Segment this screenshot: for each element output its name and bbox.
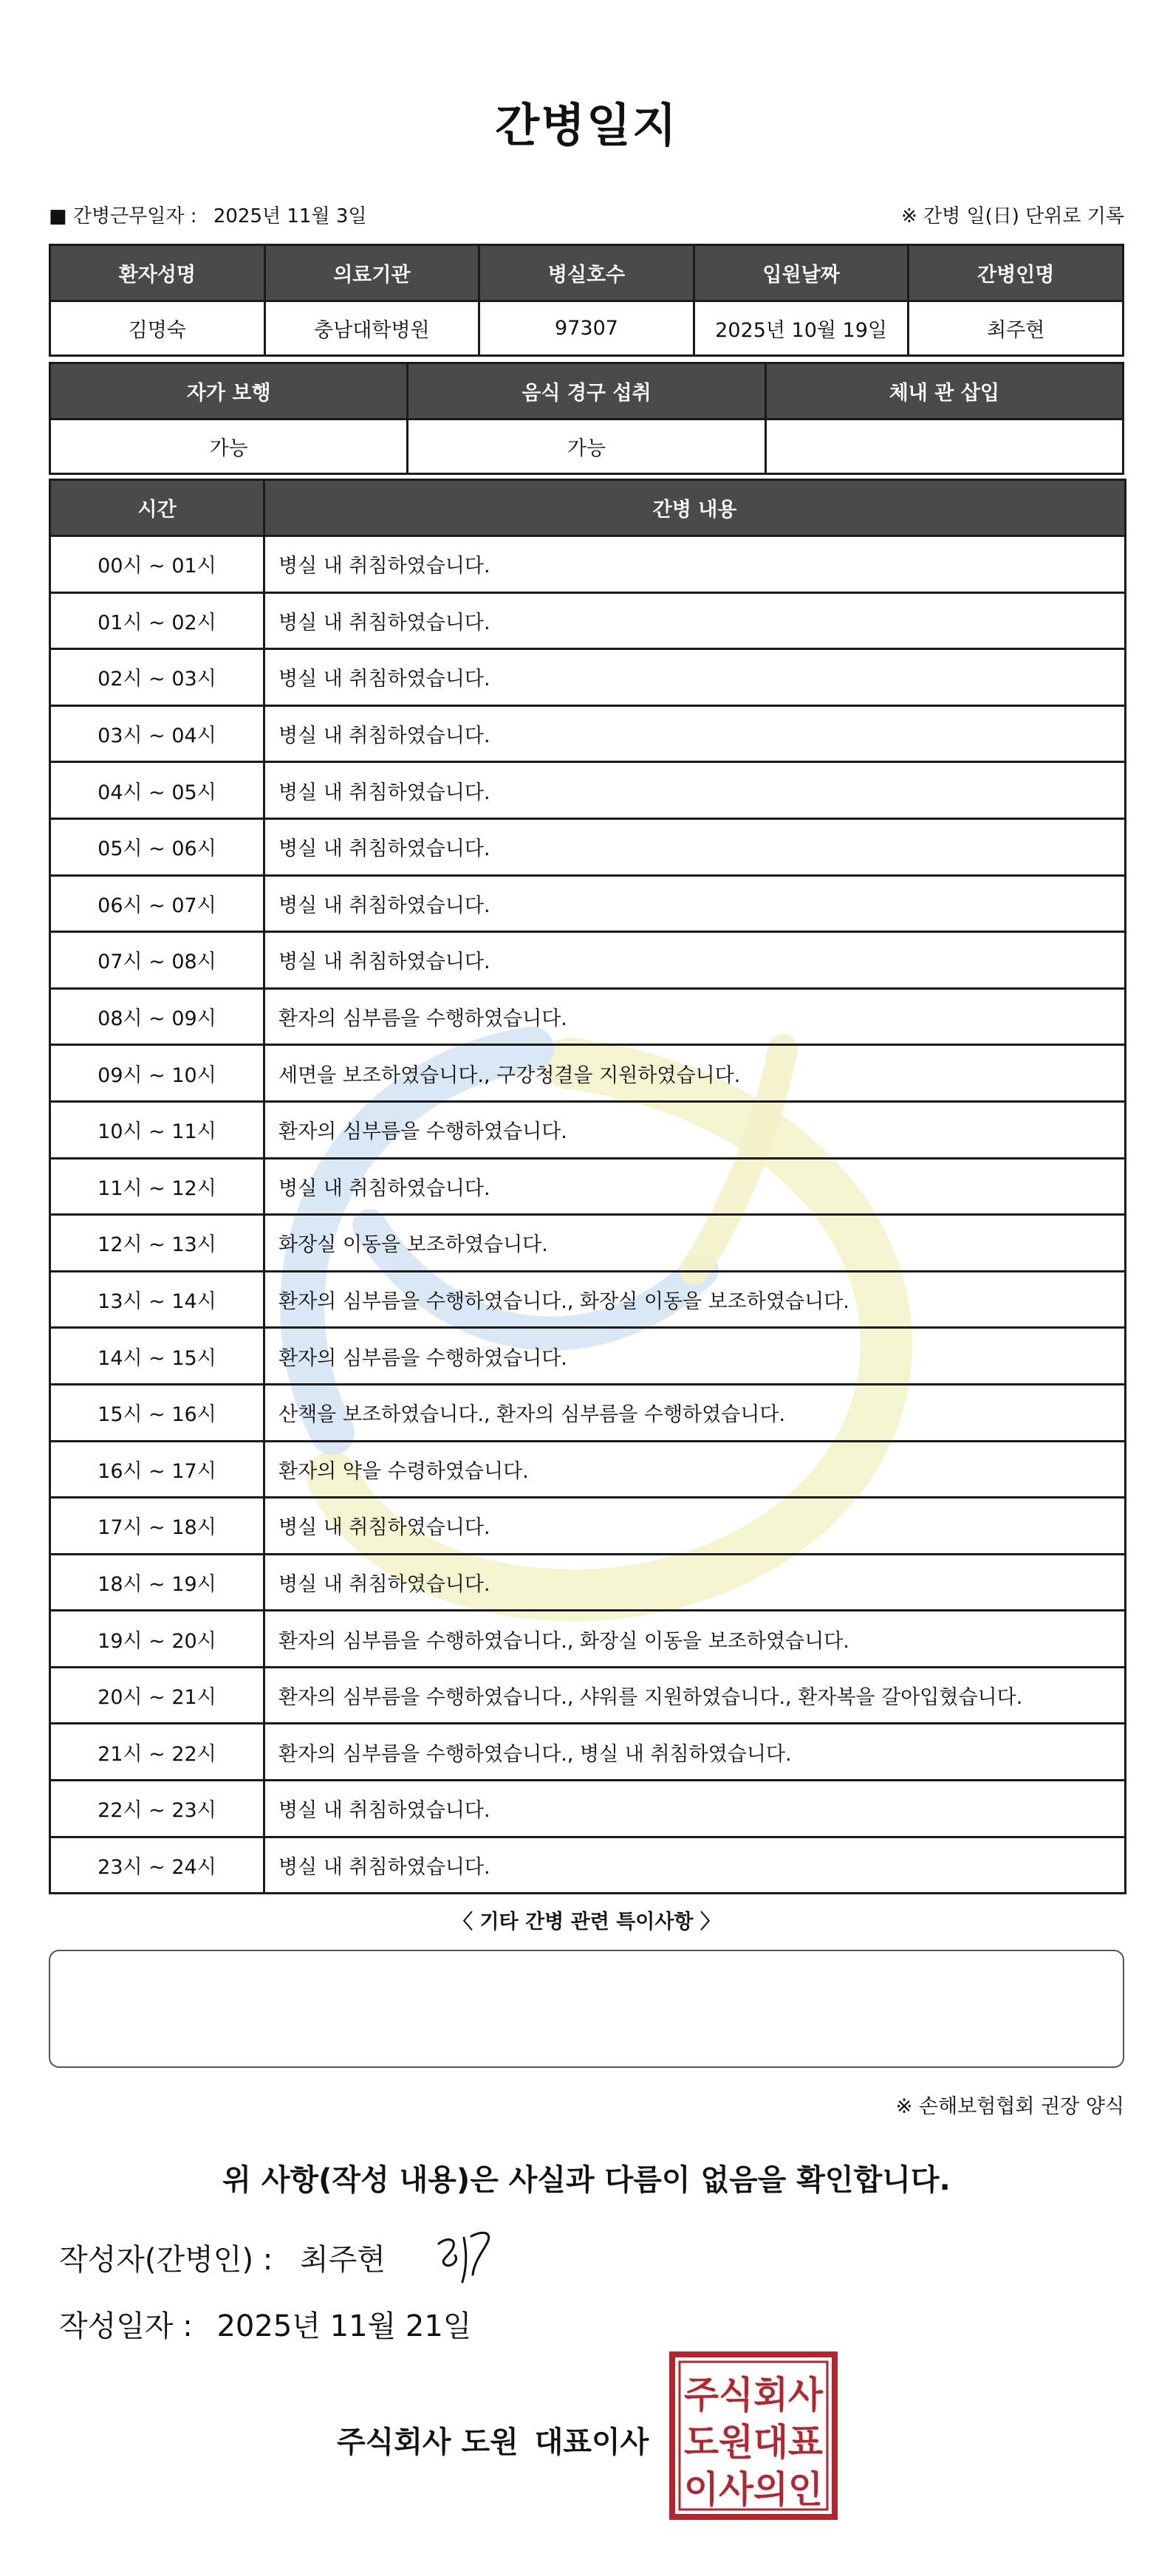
care-log-row	[50, 1101, 1126, 1158]
care-log-time: 02시 ~ 03시	[50, 649, 264, 706]
header-time: 시간	[50, 480, 264, 536]
care-log-time: 05시 ~ 06시	[50, 818, 264, 875]
care-log-row	[50, 1045, 1126, 1102]
header-caregiver-name: 간병인명	[909, 245, 1124, 301]
care-log-content: 환자의 심부름을 수행하였습니다.	[264, 1328, 1126, 1385]
care-log-row	[50, 1837, 1126, 1894]
care-log-row	[50, 536, 1126, 593]
care-log-content: 환자의 약을 수령하였습니다.	[264, 1441, 1126, 1498]
care-log-content: 화장실 이동을 보조하였습니다.	[264, 1215, 1126, 1272]
remarks-box	[49, 1950, 1124, 2068]
care-log-time: 18시 ~ 19시	[50, 1554, 264, 1611]
care-log-row	[50, 762, 1126, 819]
care-log-content: 병실 내 취침하였습니다.	[264, 1498, 1126, 1555]
care-log-row	[50, 818, 1126, 875]
seal-line-2: 도원대표	[684, 2421, 824, 2464]
care-log-content: 병실 내 취침하였습니다.	[264, 1554, 1126, 1611]
care-log-row	[50, 1215, 1126, 1272]
caregiver-name: 최주현	[909, 301, 1124, 356]
work-date-value: 2025년 11월 3일	[213, 205, 367, 227]
written-date: 2025년 11월 21일	[216, 2309, 472, 2343]
care-log-content: 산책을 보조하였습니다., 환자의 심부름을 수행하였습니다.	[264, 1384, 1126, 1441]
care-log-time: 14시 ~ 15시	[50, 1328, 264, 1385]
signature	[425, 2223, 507, 2289]
care-log-row	[50, 592, 1126, 649]
care-log-row	[50, 1724, 1126, 1781]
care-log-time: 06시 ~ 07시	[50, 875, 264, 932]
care-log-time: 01시 ~ 02시	[50, 592, 264, 649]
care-log-row	[50, 1611, 1126, 1668]
patient-info-table	[49, 244, 1124, 357]
patient-info-header-row	[50, 245, 1124, 301]
care-log-time: 00시 ~ 01시	[50, 536, 264, 593]
care-log-row	[50, 1498, 1126, 1555]
care-log-time: 12시 ~ 13시	[50, 1215, 264, 1272]
unit-note: ※ 간병 일(日) 단위로 기록	[900, 205, 1124, 227]
care-log-row	[50, 1384, 1126, 1441]
ability-header-row	[50, 363, 1124, 419]
care-log-time: 04시 ~ 05시	[50, 762, 264, 819]
written-date-label: 작성일자 :	[59, 2309, 193, 2343]
written-date-line	[59, 2303, 471, 2345]
care-log-time: 21시 ~ 22시	[50, 1724, 264, 1781]
writer-label: 작성자(간병인) :	[59, 2243, 273, 2277]
association-note: ※ 손해보험협회 권장 양식	[895, 2095, 1124, 2118]
work-date	[49, 201, 367, 228]
meta-row	[49, 201, 1124, 230]
care-log-time: 03시 ~ 04시	[50, 705, 264, 762]
care-log-content: 병실 내 취침하였습니다.	[264, 592, 1126, 649]
company-title: 대표이사	[534, 2425, 649, 2459]
seal-line-1: 주식회사	[684, 2374, 824, 2416]
care-log-content: 환자의 심부름을 수행하였습니다.	[264, 1101, 1126, 1158]
care-log-header-row	[50, 480, 1126, 536]
care-log-row	[50, 705, 1126, 762]
header-self-walking: 자가 보행	[50, 363, 408, 419]
care-log-time: 17시 ~ 18시	[50, 1498, 264, 1555]
header-care-content: 간병 내용	[264, 480, 1126, 536]
care-log-row	[50, 1271, 1126, 1328]
care-log-content: 병실 내 취침하였습니다.	[264, 536, 1126, 593]
care-log-content: 병실 내 취침하였습니다.	[264, 762, 1126, 819]
work-date-label: ■ 간병근무일자 :	[49, 205, 197, 227]
ability-value-row	[50, 419, 1124, 474]
care-log-content: 병실 내 취침하였습니다.	[264, 1781, 1126, 1837]
page-title: 간병일지	[495, 98, 678, 152]
care-log-row	[50, 875, 1126, 932]
header-admission-date: 입원날짜	[694, 245, 909, 301]
header-room-number: 병실호수	[479, 245, 694, 301]
care-log-time: 20시 ~ 21시	[50, 1667, 264, 1724]
care-log-row	[50, 932, 1126, 989]
care-log-content: 환자의 심부름을 수행하였습니다., 화장실 이동을 보조하였습니다.	[264, 1271, 1126, 1328]
patient-name: 김명숙	[50, 301, 265, 356]
patient-info-value-row	[50, 301, 1124, 356]
care-log-content: 병실 내 취침하였습니다.	[264, 1837, 1126, 1894]
header-oral-intake: 음식 경구 섭취	[408, 363, 765, 419]
care-log-row	[50, 649, 1126, 706]
care-log-content: 환자의 심부름을 수행하였습니다., 병실 내 취침하였습니다.	[264, 1724, 1126, 1781]
care-log-row	[50, 1554, 1126, 1611]
header-tube-insertion: 체내 관 삽입	[765, 363, 1123, 419]
company-line	[337, 2419, 649, 2461]
writer-name: 최주현	[299, 2243, 386, 2277]
care-log-time: 22시 ~ 23시	[50, 1781, 264, 1837]
care-log-content: 환자의 심부름을 수행하였습니다., 샤워를 지원하였습니다., 환자복을 갈아입혔습니다.	[264, 1667, 1126, 1724]
writer-line	[59, 2236, 386, 2278]
care-log-row	[50, 1441, 1126, 1498]
remarks-title: 〈 기타 간병 관련 특이사항 〉	[453, 1911, 720, 1933]
company-seal-stamp	[668, 2350, 839, 2521]
care-log-content: 환자의 심부름을 수행하였습니다., 화장실 이동을 보조하였습니다.	[264, 1611, 1126, 1668]
care-log-content: 병실 내 취침하였습니다.	[264, 649, 1126, 706]
care-log-time: 11시 ~ 12시	[50, 1158, 264, 1215]
hospital: 충남대학병원	[264, 301, 479, 356]
oral-intake: 가능	[408, 419, 765, 474]
care-log-time: 08시 ~ 09시	[50, 988, 264, 1045]
care-log-time: 09시 ~ 10시	[50, 1045, 264, 1102]
care-log-row	[50, 988, 1126, 1045]
care-log-content: 병실 내 취침하였습니다.	[264, 1158, 1126, 1215]
header-patient-name: 환자성명	[50, 245, 265, 301]
confirmation-statement: 위 사항(작성 내용)은 사실과 다름이 없음을 확인합니다.	[222, 2163, 951, 2197]
care-log-row	[50, 1667, 1126, 1724]
care-log-content: 병실 내 취침하였습니다.	[264, 818, 1126, 875]
care-log-body	[50, 536, 1126, 1894]
care-log-content: 환자의 심부름을 수행하였습니다.	[264, 988, 1126, 1045]
care-log-time: 15시 ~ 16시	[50, 1384, 264, 1441]
care-log-content: 세면을 보조하였습니다., 구강청결을 지원하였습니다.	[264, 1045, 1126, 1102]
care-log-row	[50, 1328, 1126, 1385]
company-name: 주식회사 도원	[337, 2425, 519, 2459]
self-walking: 가능	[50, 419, 408, 474]
care-log-content: 병실 내 취침하였습니다.	[264, 932, 1126, 989]
care-log-time: 13시 ~ 14시	[50, 1271, 264, 1328]
care-log-content: 병실 내 취침하였습니다.	[264, 705, 1126, 762]
header-hospital: 의료기관	[264, 245, 479, 301]
ability-table	[49, 362, 1124, 475]
seal-line-3: 이사의인	[684, 2468, 823, 2511]
tube-insertion	[765, 419, 1123, 474]
care-log-time: 19시 ~ 20시	[50, 1611, 264, 1668]
admission-date: 2025년 10월 19일	[694, 301, 909, 356]
care-log-row	[50, 1158, 1126, 1215]
care-log-time: 23시 ~ 24시	[50, 1837, 264, 1894]
care-log-row	[50, 1781, 1126, 1837]
care-log-time: 10시 ~ 11시	[50, 1101, 264, 1158]
care-log-content: 병실 내 취침하였습니다.	[264, 875, 1126, 932]
care-log-table	[49, 479, 1126, 1894]
care-log-time: 07시 ~ 08시	[50, 932, 264, 989]
room-number: 97307	[479, 301, 694, 356]
care-log-time: 16시 ~ 17시	[50, 1441, 264, 1498]
